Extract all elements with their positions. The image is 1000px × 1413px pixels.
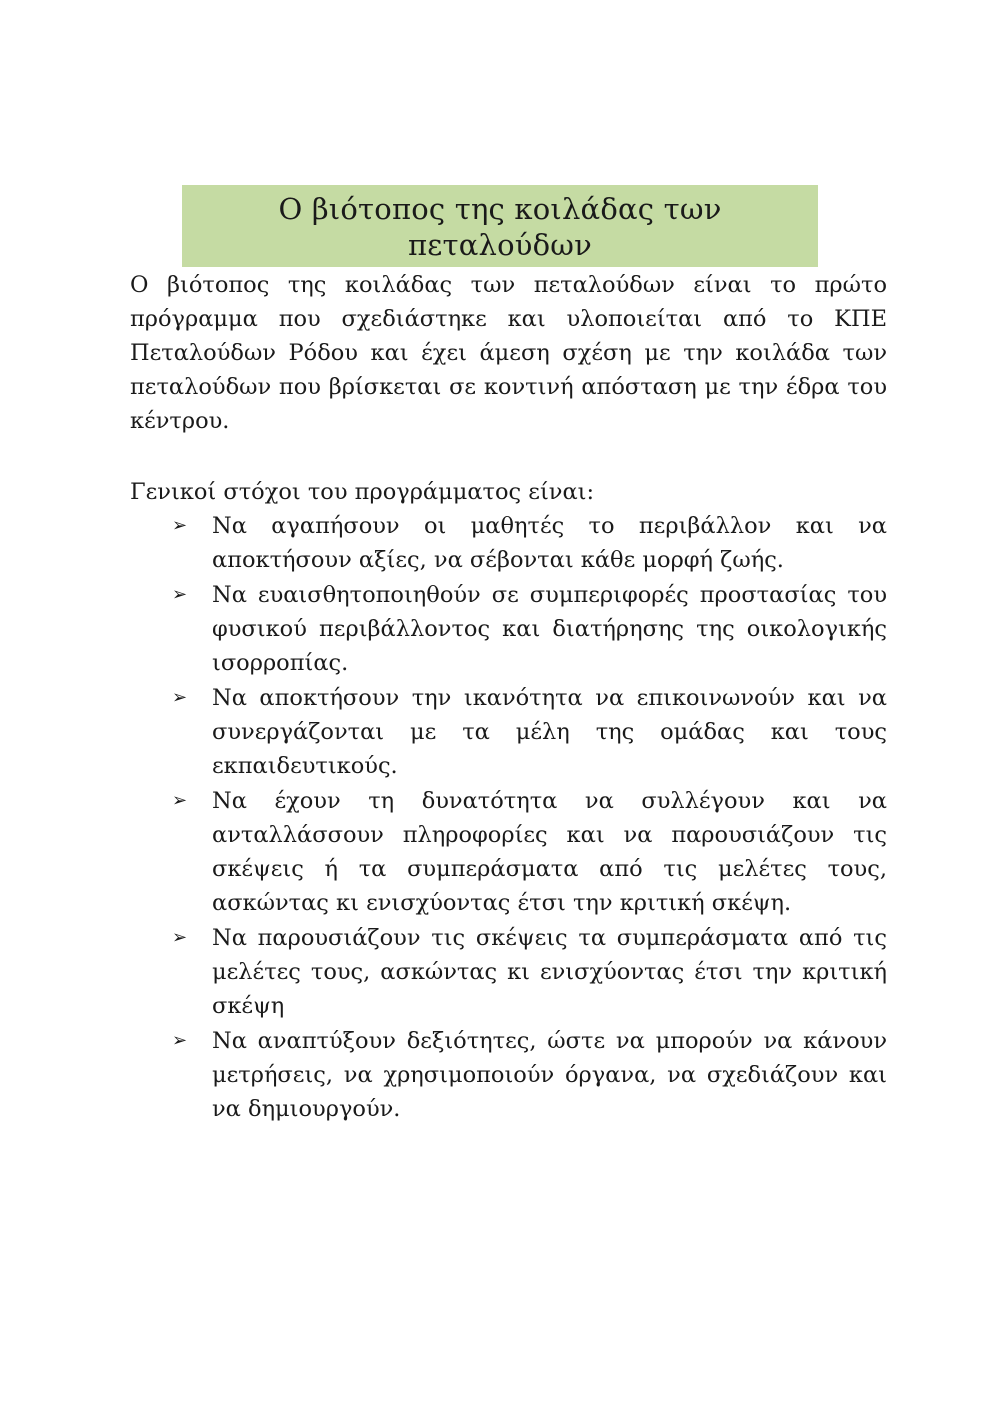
intro-paragraph: Ο βιότοπος της κοιλάδας των πεταλούδων είναι το πρώτο πρόγραμμα που σχεδιάστηκε και υλοποιείται από το ΚΠΕ Πεταλούδων Ρόδου και έχει άμεση σχέση με την κοιλάδα των πεταλούδων που βρίσκεται σε κοντινή απόσταση με την έδρα του κέντρου. bbox=[130, 272, 887, 434]
goal-text: Να αποκτήσουν την ικανότητα να επικοινωνούν και να συνεργάζονται με τα μέλη της ομάδας και τους εκπαιδευτικούς. bbox=[212, 685, 887, 779]
goal-text: Να αγαπήσουν οι μαθητές το περιβάλλον και να αποκτήσουν αξίες, να σέβονται κάθε μορφή ζωής. bbox=[212, 513, 887, 573]
arrowhead-bullet-icon: ➢ bbox=[172, 790, 188, 811]
arrowhead-bullet-icon: ➢ bbox=[172, 927, 188, 948]
goals-list bbox=[130, 509, 887, 1127]
goal-item bbox=[130, 681, 887, 783]
goal-text: Να αναπτύξουν δεξιότητες, ώστε να μπορούν να κάνουν μετρήσεις, να χρησιμοποιούν όργανα, να σχεδιάζουν και να δημιουργούν. bbox=[212, 1028, 887, 1122]
arrowhead-bullet-icon: ➢ bbox=[172, 584, 188, 605]
goal-item bbox=[130, 784, 887, 920]
arrowhead-bullet-icon: ➢ bbox=[172, 1030, 188, 1051]
goal-item bbox=[130, 1024, 887, 1126]
arrowhead-bullet-icon: ➢ bbox=[172, 687, 188, 708]
goal-item bbox=[130, 921, 887, 1023]
goal-item bbox=[130, 578, 887, 680]
goal-text: Να ευαισθητοποιηθούν σε συμπεριφορές προστασίας του φυσικού περιβάλλοντος και διατήρησης της οικολογικής ισορροπίας. bbox=[212, 582, 887, 676]
goals-heading: Γενικοί στόχοι του προγράμματος είναι: bbox=[130, 479, 595, 505]
goal-text: Να έχουν τη δυνατότητα να συλλέγουν και να ανταλλάσσουν πληροφορίες και να παρουσιάζουν τις σκέψεις ή τα συμπεράσματα από τις μελέτες τους, ασκώντας κι ενισχύοντας έτσι την κριτική σκέψη. bbox=[212, 788, 887, 916]
document-title: Ο βιότοπος της κοιλάδας των πεταλούδων bbox=[182, 185, 818, 267]
arrowhead-bullet-icon: ➢ bbox=[172, 515, 188, 536]
title-wrapper bbox=[0, 185, 1000, 267]
goal-text: Να παρουσιάζουν τις σκέψεις τα συμπεράσματα από τις μελέτες τους, ασκώντας κι ενισχύοντας έτσι την κριτική σκέψη bbox=[212, 925, 887, 1019]
goal-item bbox=[130, 509, 887, 577]
